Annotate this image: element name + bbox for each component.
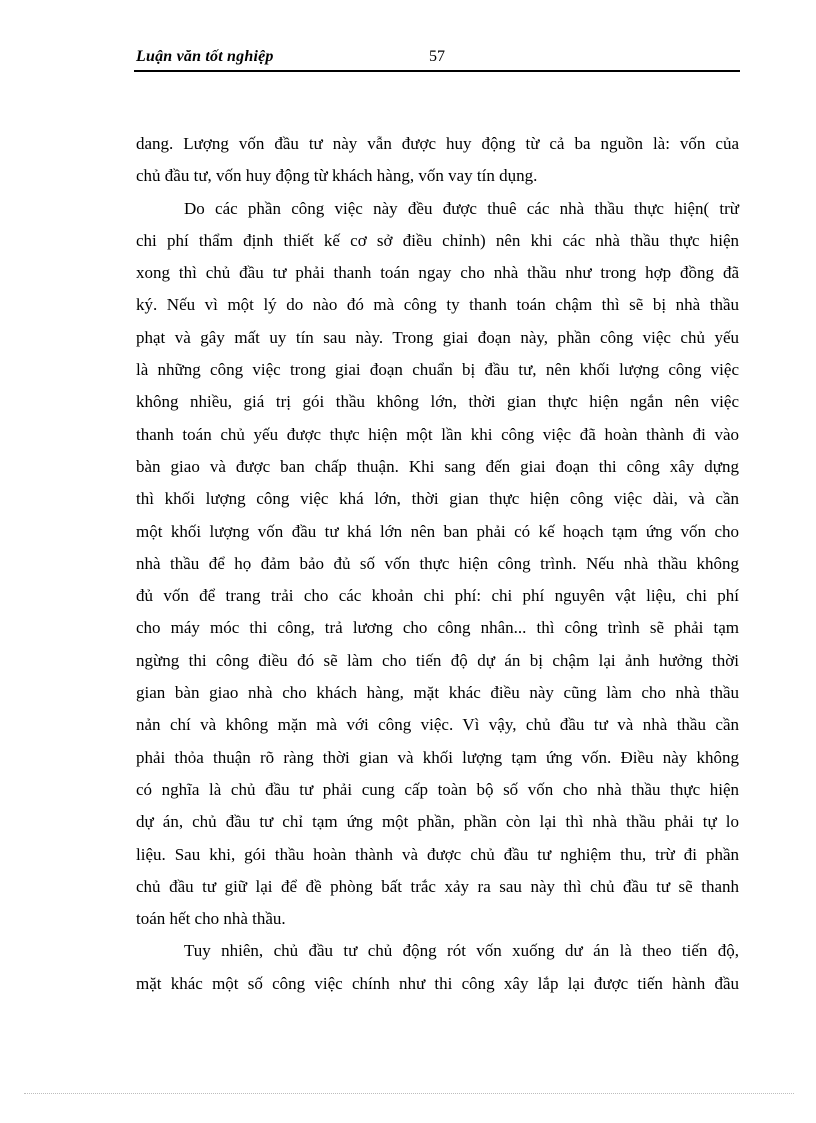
paragraph-3 — [136, 935, 739, 1000]
text-line: thì khối lượng công việc khá lớn, thời gian thực hiện công việc dài, và cần — [136, 489, 739, 509]
paragraph-1 — [136, 128, 739, 193]
text-line: toán hết cho nhà thầu. — [136, 909, 286, 929]
text-line: chủ đầu tư giữ lại để đề phòng bất trắc xảy ra sau này thì chủ đầu tư sẽ thanh — [136, 876, 739, 896]
text-line: Tuy nhiên, chủ đầu tư chủ động rót vốn xuống dư án là theo tiến độ, — [184, 941, 739, 961]
text-line: dự án, chủ đầu tư chỉ tạm ứng một phần, phần còn lại thì nhà thầu phải tự lo — [136, 812, 739, 832]
text-line: liệu. Sau khi, gói thầu hoàn thành và được chủ đầu tư nghiệm thu, trừ đi phần — [136, 844, 739, 864]
text-line: cho máy móc thi công, trả lương cho công nhân... thì công trình sẽ phải tạm — [136, 618, 739, 638]
page-bottom-divider — [24, 1093, 794, 1094]
text-line: Do các phần công việc này đều được thuê các nhà thầu thực hiện( trừ — [184, 198, 739, 218]
page-number: 57 — [429, 48, 445, 65]
text-line: ký. Nếu vì một lý do nào đó mà công ty thanh toán chậm thì sẽ bị nhà thầu — [136, 295, 739, 315]
paragraph-2 — [136, 193, 739, 936]
text-line: thanh toán chủ yếu được thực hiện một lần khi công việc đã hoàn thành đi vào — [136, 424, 739, 444]
text-line: xong thì chủ đầu tư phải thanh toán ngay cho nhà thầu như trong hợp đồng đã — [136, 263, 739, 283]
text-line: dang. Lượng vốn đầu tư này vẫn được huy động từ cả ba nguồn là: vốn của — [136, 134, 739, 153]
text-line: có nghĩa là chủ đầu tư phải cung cấp toàn bộ số vốn cho nhà thầu thực hiện — [136, 779, 739, 799]
text-line: không nhiều, giá trị gói thầu không lớn, thời gian thực hiện ngắn nên việc — [136, 392, 739, 412]
text-line: nản chí và không mặn mà với công việc. Vì vậy, chủ đầu tư và nhà thầu cần — [136, 715, 739, 735]
text-line: là những công việc trong giai đoạn chuẩn bị đầu tư, nên khối lượng công việc — [136, 360, 739, 380]
page-header — [134, 48, 740, 72]
text-line: nhà thầu để họ đảm bảo đủ số vốn thực hiện công trình. Nếu nhà thầu không — [136, 553, 739, 573]
text-line: phạt và gây mất uy tín sau này. Trong giai đoạn này, phần công việc chủ yếu — [136, 327, 739, 347]
text-line: ngừng thi công điều đó sẽ làm cho tiến độ dự án bị chậm lại ảnh hưởng thời — [136, 650, 739, 670]
document-title: Luận văn tốt nghiệp — [136, 48, 274, 65]
text-line: mặt khác một số công việc chính như thi công xây lắp lại được tiến hành đầu — [136, 973, 739, 993]
text-line: một khối lượng vốn đầu tư khá lớn nên ban phải có kế hoạch tạm ứng vốn cho — [136, 521, 739, 541]
text-line: chi phí thẩm định thiết kế cơ sở điều chỉnh) nên khi các nhà thầu thực hiện — [136, 230, 739, 250]
text-line: bàn giao và được ban chấp thuận. Khi sang đến giai đoạn thi công xây dựng — [136, 456, 739, 476]
text-line: đủ vốn để trang trải cho các khoản chi phí: chi phí nguyên vật liệu, chi phí — [136, 586, 739, 606]
text-line: phải thỏa thuận rõ ràng thời gian và khối lượng tạm ứng vốn. Điều này không — [136, 747, 739, 767]
body-text — [136, 128, 739, 1000]
text-line: chủ đầu tư, vốn huy động từ khách hàng, vốn vay tín dụng. — [136, 166, 538, 186]
text-line: gian bàn giao nhà cho khách hàng, mặt khác điều này cũng làm cho nhà thầu — [136, 683, 739, 703]
